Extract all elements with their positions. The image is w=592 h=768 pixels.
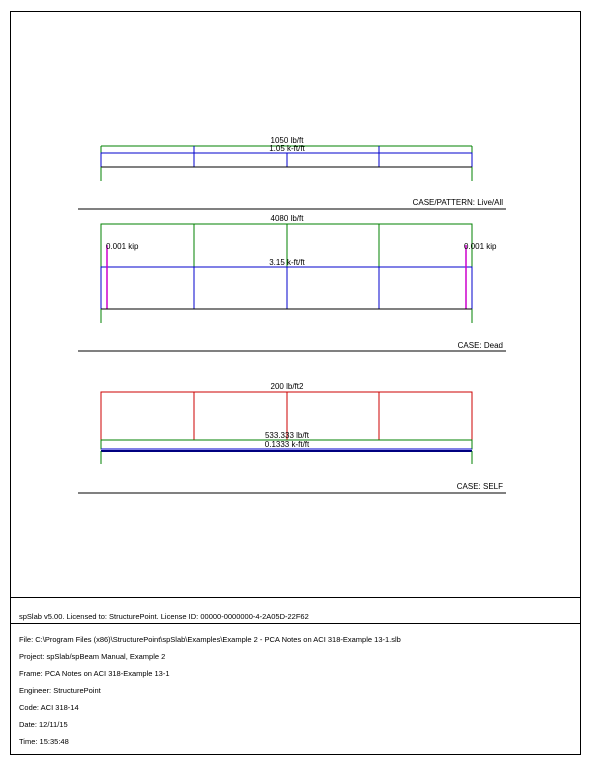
license-text: spSlab v5.00. Licensed to: StructurePoint. License ID: 00000-0000000-4-2A05D-22F62: [19, 612, 309, 621]
load-label: 1050 lb/ft: [270, 136, 304, 145]
point-load-label: 0.001 kip: [464, 242, 497, 251]
case-label: CASE/PATTERN: Live/All: [412, 198, 503, 207]
report-time: Time: 15:35:48: [19, 737, 69, 746]
case-label: CASE: Dead: [457, 341, 503, 350]
point-load-label: 0.001 kip: [106, 242, 139, 251]
report-page: [10, 11, 581, 755]
moment-label: 3.15 k-ft/ft: [269, 258, 305, 267]
design-code: Code: ACI 318-14: [19, 703, 79, 712]
load-label: 4080 lb/ft: [270, 214, 304, 223]
load-label: 1.05 k-ft/ft: [269, 144, 305, 153]
report-date: Date: 12/11/15: [19, 720, 68, 729]
engineer-name: Engineer: StructurePoint: [19, 686, 101, 695]
license-bar: [11, 597, 580, 624]
load-label: 533.333 lb/ft: [264, 431, 310, 440]
panel-self: [78, 382, 506, 493]
load-diagram: [11, 12, 580, 597]
load-label: 200 lb/ft2: [270, 382, 304, 391]
file-path: File: C:\Program Files (x86)\StructurePoint\spSlab\Examples\Example 2 - PCA Notes on ACI 318-Example 13-1.slb: [19, 635, 401, 644]
panel-live: [78, 136, 506, 209]
case-label: CASE: SELF: [456, 482, 503, 491]
moment-label: 0.1333 k-ft/ft: [264, 440, 310, 449]
project-name: Project: spSlab/spBeam Manual, Example 2: [19, 652, 166, 661]
panel-dead: [78, 214, 506, 351]
frame-name: Frame: PCA Notes on ACI 318-Example 13-1: [19, 669, 170, 678]
